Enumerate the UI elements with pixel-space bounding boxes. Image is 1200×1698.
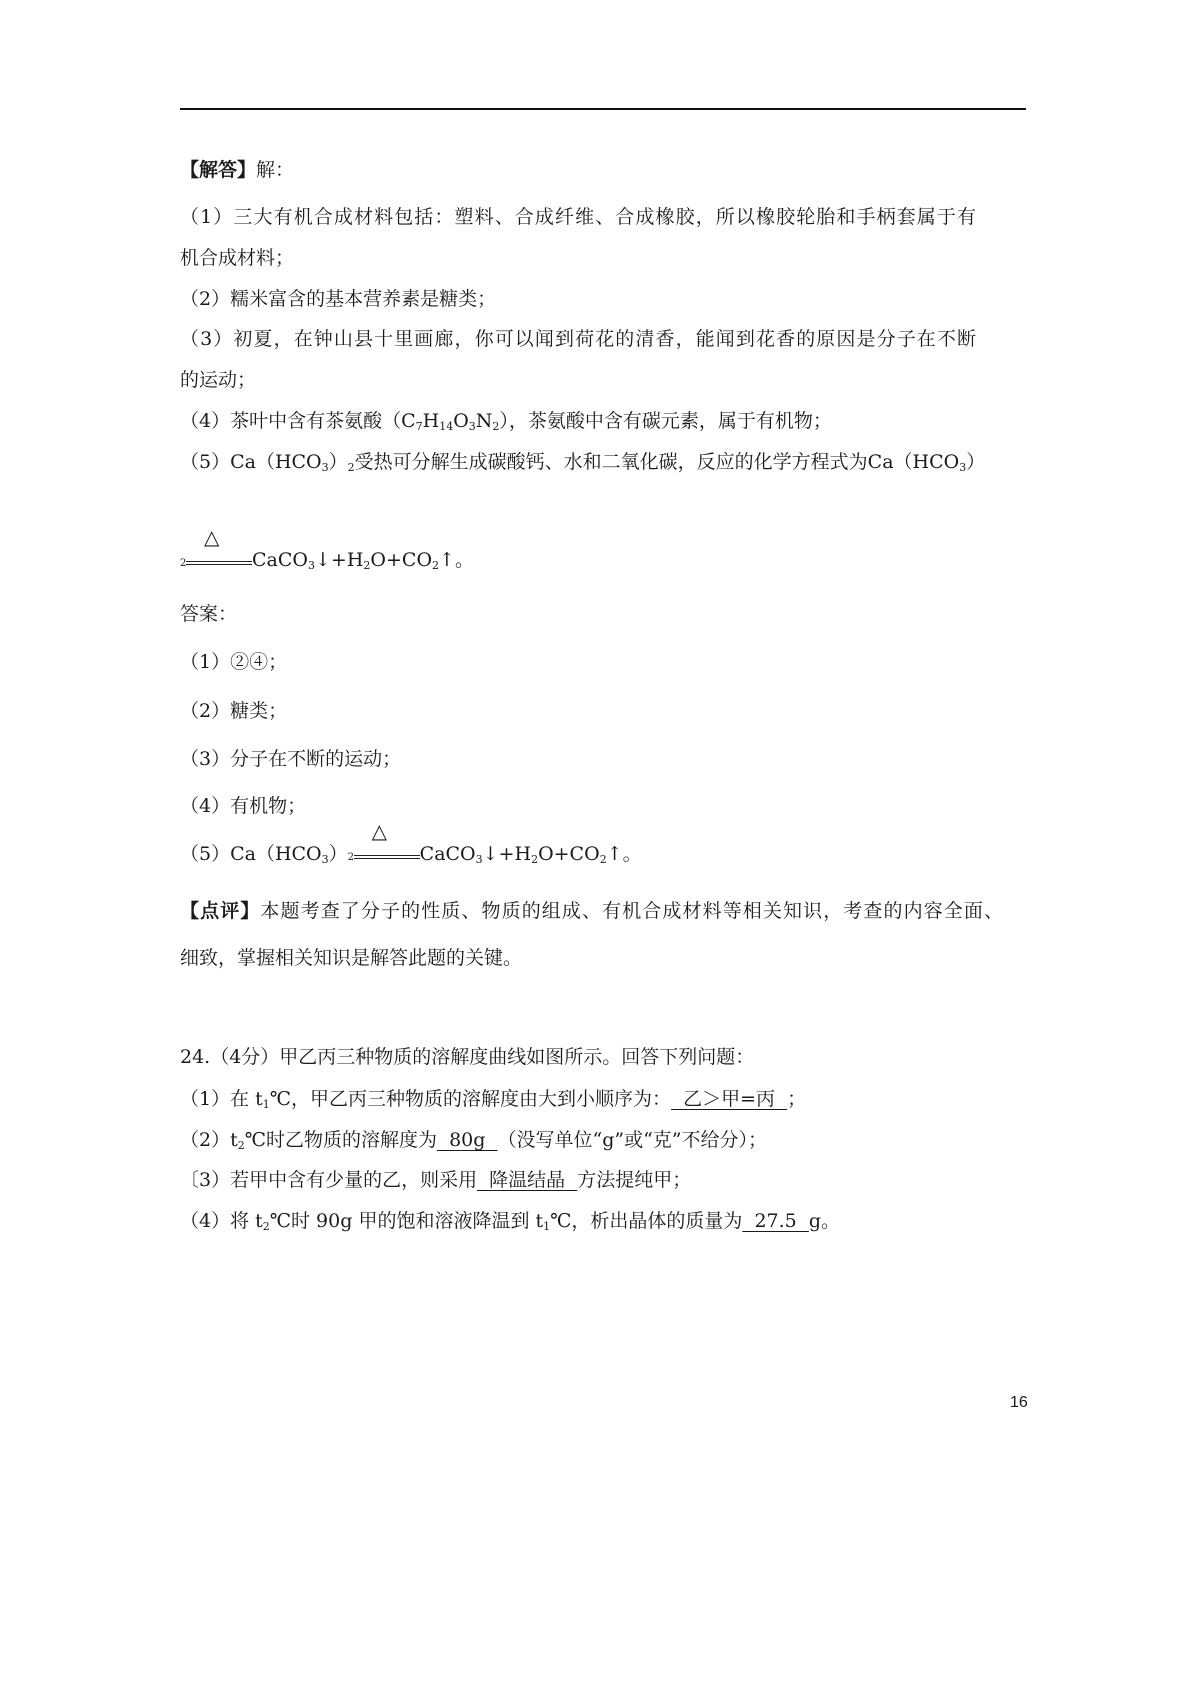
solution-p5: [180, 449, 985, 475]
heat-condition: [180, 525, 252, 573]
a5-sub: 3: [321, 853, 329, 866]
question-24-part1: [180, 1086, 806, 1112]
comment-label: 【点评】: [180, 900, 261, 922]
eq-text: CaCO: [252, 549, 308, 571]
question-24-part2: [180, 1127, 767, 1153]
question-24-stem: 24.（4分）甲乙丙三种物质的溶解度曲线如图所示。回答下列问题：: [180, 1046, 755, 1068]
q-text: （没写单位“g”或“克”不给分）；: [497, 1129, 768, 1151]
q-sub: 2: [237, 1139, 245, 1152]
answer-2: （2）糖类；: [180, 700, 288, 722]
answer-1: （1）②④；: [180, 651, 288, 673]
answer-5: [180, 819, 642, 867]
q-text: ；: [787, 1088, 807, 1110]
p4-h: H: [422, 410, 440, 432]
p5-sub: 2: [347, 461, 355, 474]
equals-bar: [186, 564, 252, 565]
eq-sub: 2: [363, 559, 371, 572]
eq-sub: 3: [307, 559, 315, 572]
q-text: ℃，甲乙丙三种物质的溶解度由大到小顺序为：: [269, 1088, 672, 1110]
solution-p3-line1: （3）初夏，在钟山县十里画廊，你可以闻到荷花的清香，能闻到花香的原因是分子在不断: [180, 328, 978, 350]
a5-text: O+CO: [538, 843, 600, 865]
q-sub: 2: [262, 1220, 270, 1233]
p5-text: （5）Ca（HCO: [180, 451, 322, 473]
equals-bar: [354, 855, 420, 856]
answer-blank: 降温结晶: [477, 1169, 578, 1191]
answer-blank: 80g: [437, 1129, 498, 1151]
p4-post: ），茶氨酸中含有碳元素，属于有机物；: [499, 410, 832, 432]
heat-triangle-icon: △: [204, 525, 220, 549]
p4-o: O: [453, 410, 469, 432]
p5-text: ）: [966, 451, 986, 473]
comment-line2: 细致，掌握相关知识是解答此题的关键。: [180, 947, 523, 969]
solution-header-text: 解：: [256, 159, 295, 181]
answer-4: （4）有机物；: [180, 795, 307, 817]
comment-text: 本题考查了分子的性质、物质的组成、有机合成材料等相关知识，考查的内容全面、: [260, 900, 1005, 922]
solution-p1-line1: （1）三大有机合成材料包括：塑料、合成纤维、合成橡胶，所以橡胶轮胎和手柄套属于有: [180, 206, 978, 228]
a5-sub: 2: [531, 853, 539, 866]
a5-text: CaCO: [419, 843, 476, 865]
p5-sub: 3: [321, 461, 329, 474]
heat-condition: [347, 819, 420, 867]
solution-p3-line2: 的运动；: [180, 369, 257, 391]
eq-sub: 2: [180, 558, 187, 569]
solution-p2: （2）糯米富含的基本营养素是糖类；: [180, 288, 497, 310]
solution-label: 【解答】: [180, 159, 257, 181]
q-sub: 1: [262, 1098, 270, 1111]
page-number: 16: [1010, 1394, 1028, 1411]
a5-sub: 3: [475, 853, 483, 866]
equals-bar: [354, 858, 420, 859]
answer-3: （3）分子在不断的运动；: [180, 748, 402, 770]
q-text: ℃时 90g 甲的饱和溶液降温到 t: [269, 1210, 544, 1232]
a5-text: （5）Ca（HCO: [180, 843, 322, 865]
p4-sub: 2: [492, 420, 500, 433]
answer-blank: 乙＞甲=丙: [671, 1088, 788, 1110]
q-text: g。: [808, 1210, 841, 1232]
eq-text: O+CO: [370, 549, 433, 571]
p4-sub: 14: [439, 420, 454, 433]
p5-text: 受热可分解生成碳酸钙、水和二氧化碳，反应的化学方程式为Ca（HCO: [354, 451, 960, 473]
eq-text: ↓+H: [314, 549, 364, 571]
equals-bar: [186, 561, 252, 562]
a5-text: ↓+H: [482, 843, 532, 865]
q-text: ℃时乙物质的溶解度为: [244, 1129, 437, 1151]
q-text: 方法提纯甲；: [577, 1169, 692, 1191]
a5-text: ↑。: [606, 843, 642, 865]
a5-text: ）: [328, 843, 348, 865]
solution-p4: [180, 408, 832, 434]
eq-text: ↑。: [439, 549, 474, 571]
p4-n: N: [475, 410, 493, 432]
answer-blank: 27.5: [742, 1210, 809, 1232]
q-text: （1）在 t: [180, 1088, 263, 1110]
p5-sub: 3: [959, 461, 967, 474]
solution-p1-line2: 机合成材料；: [180, 247, 295, 269]
q-sub: 1: [543, 1220, 551, 1233]
comment-line1: [180, 898, 1004, 924]
solution-header: [180, 157, 294, 183]
header-rule: [180, 108, 1026, 110]
a5-sub: 2: [599, 853, 607, 866]
heat-triangle-icon: △: [371, 819, 388, 843]
q-text: 〔3）若甲中含有少量的乙，则采用: [180, 1169, 478, 1191]
a5-sub: 2: [347, 852, 355, 863]
question-24-part4: [180, 1208, 840, 1234]
q-text: （4）将 t: [180, 1210, 263, 1232]
q-text: （2）t: [180, 1129, 238, 1151]
solution-equation: [180, 525, 474, 573]
answers-title: 答案：: [180, 603, 238, 625]
q-text: ℃，析出晶体的质量为: [550, 1210, 743, 1232]
eq-sub: 2: [432, 559, 440, 572]
p4-sub: 7: [415, 420, 423, 433]
p4-sub: 3: [468, 420, 476, 433]
question-24-part3: [180, 1167, 691, 1193]
p5-text: ）: [328, 451, 348, 473]
p4-text: （4）茶叶中含有茶氨酸（C: [180, 410, 416, 432]
